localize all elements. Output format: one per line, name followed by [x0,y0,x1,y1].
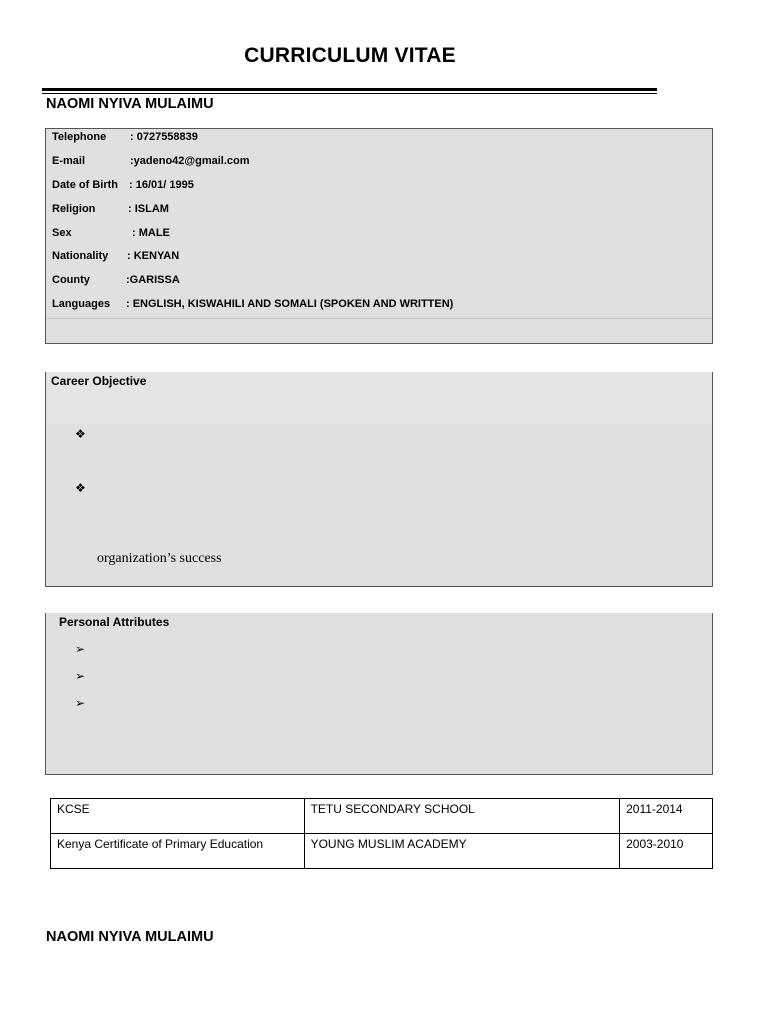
contact-label: Date of Birth [52,179,118,191]
institution-cell: TETU SECONDARY SCHOOL [304,799,620,834]
contact-value: :GARISSA [126,274,180,286]
contact-value: : KENYAN [127,250,180,262]
diamond-bullet-icon: ❖ [75,481,86,495]
contact-value: : ISLAM [128,203,169,215]
contact-value: : 0727558839 [130,131,198,143]
title-rule-thick [42,88,657,91]
contact-value: : 16/01/ 1995 [129,179,194,191]
contact-label: Nationality [52,250,109,262]
institution-cell: YOUNG MUSLIM ACADEMY [304,834,620,869]
document-title: CURRICULUM VITAE [244,44,456,67]
table-row [51,799,713,834]
contact-label: Languages [52,298,111,310]
career-objective-heading: Career Objective [51,374,147,388]
career-objective-text: organization’s success [97,551,222,566]
personal-attributes-box [45,613,713,775]
title-rule-thin [42,93,657,94]
years-cell: 2011-2014 [620,799,713,834]
footer-name: NAOMI NYIVA MULAIMU [46,929,214,945]
arrow-bullet-icon: ➢ [75,642,86,656]
contact-label: County [52,274,90,286]
contact-label: Religion [52,203,96,215]
arrow-bullet-icon: ➢ [75,669,86,683]
years-cell: 2003-2010 [620,834,713,869]
table-row [51,834,713,869]
contact-divider [46,318,712,319]
contact-label: E-mail [52,155,86,167]
personal-attributes-heading: Personal Attributes [59,615,170,629]
qualification-cell: KCSE [51,799,305,834]
contact-label: Sex [52,227,72,239]
education-table [50,798,713,869]
qualification-cell: Kenya Certificate of Primary Education [51,834,305,869]
career-objective-box [45,372,713,587]
arrow-bullet-icon: ➢ [75,696,86,710]
contact-details-box [45,128,713,344]
contact-value: :yadeno42@gmail.com [130,155,250,167]
contact-label: Telephone [52,131,107,143]
contact-value: : ENGLISH, KISWAHILI AND SOMALI (SPOKEN AND WRITTEN) [126,298,454,310]
diamond-bullet-icon: ❖ [75,427,86,441]
contact-value: : MALE [132,227,170,239]
candidate-name: NAOMI NYIVA MULAIMU [46,96,214,112]
